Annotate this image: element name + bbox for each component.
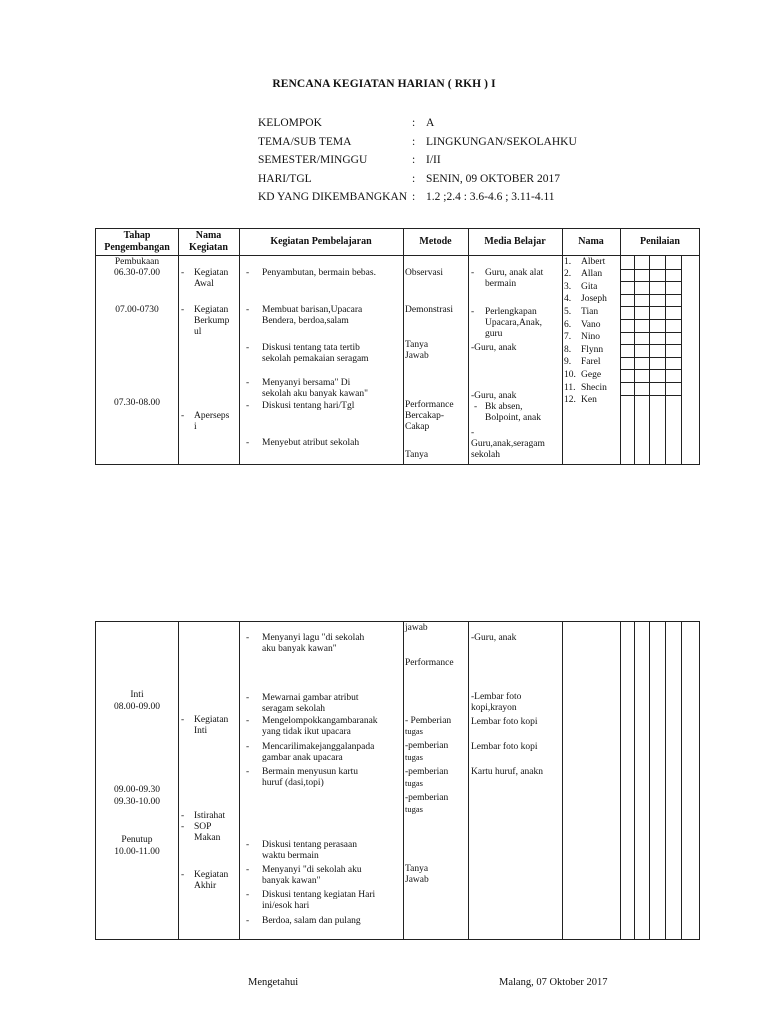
header-divider [96, 255, 699, 256]
bullet-dash: - [246, 378, 250, 388]
score-row-line [620, 306, 681, 307]
bullet-dash: - [246, 840, 250, 850]
bullet-dash: - [181, 268, 185, 278]
kegiatan-item [262, 890, 375, 912]
kegiatan-item [262, 633, 364, 655]
student-number: 6. [564, 319, 572, 330]
score-divider [681, 255, 682, 464]
bullet-dash: - [181, 411, 185, 421]
cell-line: aku banyak kawan" [262, 644, 337, 654]
header-metode: Metode [419, 236, 452, 247]
info-value: 1.2 ;2.4 : 3.6-4.6 ; 3.11-4.11 [426, 191, 555, 203]
bullet-dash: - [246, 693, 250, 703]
info-label: KELOMPOK [258, 117, 322, 129]
student-name: Albert [581, 256, 606, 267]
cell-line: Berkump [194, 316, 230, 326]
cell-line: Inti [194, 726, 208, 736]
header-text: Nama [195, 230, 222, 241]
column-divider [468, 229, 469, 464]
tahap-time: 06.30-07.00 [114, 268, 160, 278]
media-item: -Guru, anak [471, 343, 517, 353]
kegiatan-item: Menyebut atribut sekolah [262, 438, 360, 448]
tahap-time: 09.30-10.00 [114, 797, 160, 807]
cell-line: Diskusi tentang perasaan [262, 840, 357, 850]
student-number: 3. [564, 281, 572, 292]
student-name: Nino [581, 332, 600, 343]
bullet-dash: - [246, 716, 250, 726]
kegiatan-item [262, 693, 359, 715]
cell-line: Mewarnai gambar atribut [262, 693, 359, 703]
cell-line: Bolpoint, anak [485, 413, 541, 423]
cell-line: Membuat barisan,Upacara [262, 305, 363, 315]
tahap-time: 07.00-0730 [115, 305, 159, 315]
bullet-dash: - [471, 268, 475, 278]
media-item: Kartu huruf, anakn [471, 767, 544, 777]
column-divider [403, 229, 404, 464]
info-colon: : [412, 191, 416, 203]
bullet-dash: - [181, 822, 185, 832]
metode-text: - Pemberian [405, 716, 452, 726]
cell-line: Aperseps [194, 411, 230, 421]
kegiatan-item [262, 767, 358, 789]
info-colon: : [412, 117, 416, 129]
header-penilaian: Penilaian [639, 236, 680, 247]
cell-line: Menyanyi "di sekolah aku [262, 865, 362, 875]
student-name: Joseph [581, 294, 607, 305]
nama-kegiatan-item [194, 411, 229, 433]
footer-place-date: Malang, 07 Oktober 2017 [499, 977, 608, 988]
student-number: 12. [564, 395, 576, 406]
tahap-time: 10.00-11.00 [114, 847, 160, 857]
metode-text: Tanya [405, 340, 429, 350]
info-value: LINGKUNGAN/SEKOLAHKU [426, 136, 577, 148]
student-number: 9. [564, 357, 572, 368]
score-row-line [620, 332, 681, 333]
student-name: Flynn [581, 344, 604, 355]
header-tahap [96, 230, 178, 254]
bullet-dash: - [246, 268, 250, 278]
column-divider [562, 229, 563, 464]
cell-line: ini/esok hari [262, 901, 310, 911]
score-row-line [620, 319, 681, 320]
media-item: -Guru, anak [471, 633, 517, 643]
media-item [485, 268, 543, 290]
nama-kegiatan-item [194, 870, 228, 892]
student-name: Gita [581, 281, 598, 292]
media-item: -Lembar foto [471, 692, 522, 702]
tahap-text: Inti [130, 690, 144, 700]
cell-line: Kegiatan [194, 305, 229, 315]
bullet-dash: - [246, 633, 250, 643]
column-divider [620, 229, 621, 464]
cell-line: Diskusi tentang kegiatan Hari [262, 890, 376, 900]
metode-text: Cakap [405, 422, 430, 432]
score-row-line [620, 294, 681, 295]
kegiatan-item [262, 742, 374, 764]
student-name: Gege [581, 369, 602, 380]
score-row-line [620, 344, 681, 345]
kegiatan-item: Diskusi tentang hari/Tgl [262, 401, 355, 411]
cell-line: waktu bermain [262, 851, 319, 861]
media-item: Lembar foto kopi [471, 717, 538, 727]
cell-line: Awal [194, 279, 214, 289]
cell-line: ul [194, 327, 202, 337]
cell-line: bermain [485, 279, 517, 289]
info-value: SENIN, 09 OKTOBER 2017 [426, 173, 560, 185]
column-divider [239, 229, 240, 464]
column-divider [403, 622, 404, 939]
nama-kegiatan-item [194, 715, 228, 737]
cell-line: Diskusi tentang tata tertib [262, 343, 360, 353]
bullet-dash: - [246, 343, 250, 353]
cell-line: Menyanyi bersama" Di [262, 378, 351, 388]
student-name: Allan [581, 269, 603, 280]
bullet-dash: - [246, 305, 250, 315]
kegiatan-item [262, 343, 369, 365]
score-divider [681, 622, 682, 939]
bullet-dash: - [246, 401, 250, 411]
cell-line: gambar anak upacara [262, 753, 343, 763]
column-divider [620, 622, 621, 939]
cell-line: Bk absen, [485, 402, 523, 412]
cell-line: Mencarilimakejanggalanpada [262, 742, 375, 752]
cell-line: - [471, 428, 475, 438]
cell-line: i [194, 422, 197, 432]
document-title: RENCANA KEGIATAN HARIAN ( RKH ) I [272, 78, 496, 90]
cell-line: Mengelompokkangambaranak [262, 716, 378, 726]
bullet-dash: - [181, 811, 185, 821]
footer-mengetahui: Mengetahui [248, 977, 299, 988]
student-number: 8. [564, 344, 572, 355]
student-number: 7. [564, 332, 572, 343]
bullet-dash: - [246, 767, 250, 777]
cell-line: Upacara,Anak, [485, 318, 542, 328]
nama-kegiatan-item: Istirahat [194, 811, 226, 821]
metode-text: -pemberian [405, 741, 449, 751]
info-label: TEMA/SUB TEMA [258, 136, 352, 148]
cell-line: banyak kawan" [262, 876, 321, 886]
student-number: 11. [564, 382, 576, 393]
column-divider [468, 622, 469, 939]
cell-line: Perlengkapan [485, 307, 537, 317]
bullet-dash: - [181, 305, 185, 315]
info-label: KD YANG DIKEMBANGKAN [258, 191, 408, 203]
cell-line: Menyanyi lagu "di sekolah [262, 633, 365, 643]
cell-line: Akhir [194, 881, 217, 891]
student-number: 5. [564, 306, 572, 317]
nama-kegiatan-item [194, 305, 229, 338]
score-divider [649, 622, 650, 939]
score-divider [634, 255, 635, 464]
cell-line: sekolah aku banyak kawan" [262, 389, 368, 399]
student-number: 10. [564, 369, 576, 380]
header-text: Pengembangan [104, 242, 170, 253]
bullet-dash: - [181, 715, 185, 725]
score-row-line [620, 281, 681, 282]
cell-line: sekolah pemakaian seragam [262, 354, 369, 364]
bullet-dash: - [181, 870, 185, 880]
tahap-time: 07.30-08.00 [114, 398, 160, 408]
info-label: HARI/TGL [258, 173, 312, 185]
tahap-time: 08.00-09.00 [114, 702, 160, 712]
bullet-dash: - [246, 865, 250, 875]
metode-text: Performance [405, 400, 454, 410]
kegiatan-item: Berdoa, salam dan pulang [262, 916, 361, 926]
media-item: kopi,krayon [471, 703, 517, 713]
metode-text: tugas [405, 778, 423, 788]
metode-text: tugas [405, 752, 423, 762]
metode-text: Tanya [405, 864, 429, 874]
nama-kegiatan-item [194, 822, 220, 844]
info-colon: : [412, 136, 416, 148]
media-item [485, 307, 542, 340]
bullet-dash: - [246, 438, 250, 448]
metode-text: -pemberian [405, 793, 449, 803]
kegiatan-item [262, 716, 378, 738]
score-divider [649, 255, 650, 464]
header-nama: Nama [578, 236, 604, 247]
score-row-line [620, 269, 681, 270]
bullet-dash: - [246, 742, 250, 752]
cell-line: SOP [194, 822, 212, 832]
student-name: Tian [581, 306, 599, 317]
kegiatan-item [262, 378, 368, 400]
info-label: SEMESTER/MINGGU [258, 154, 368, 166]
media-item: Lembar foto kopi [471, 742, 538, 752]
cell-line: Guru, anak alat [485, 268, 544, 278]
score-row-line [620, 357, 681, 358]
student-name: Shecin [581, 382, 607, 393]
student-number: 2. [564, 269, 572, 280]
student-name: Vano [581, 319, 601, 330]
student-name: Farel [581, 357, 601, 368]
score-divider [665, 622, 666, 939]
kegiatan-item [262, 305, 362, 327]
metode-text: Bercakap- [405, 411, 445, 421]
cell-line: Makan [194, 833, 221, 843]
bullet-dash: - [471, 307, 475, 317]
metode-text: Performance [405, 658, 454, 668]
score-divider [665, 255, 666, 464]
media-item: -Guru, anak [471, 391, 517, 401]
score-row-line [620, 395, 681, 396]
info-value: A [426, 117, 435, 129]
bullet-dash: - [246, 890, 250, 900]
column-divider [239, 622, 240, 939]
nama-kegiatan-item [194, 268, 228, 290]
column-divider [562, 622, 563, 939]
header-text: Tahap [123, 230, 151, 241]
cell-line: Kegiatan [194, 715, 229, 725]
header-media: Media Belajar [484, 236, 546, 247]
cell-line: Kegiatan [194, 870, 229, 880]
metode-text: Jawab [405, 875, 429, 885]
score-row-line [620, 382, 681, 383]
cell-line: sekolah [471, 450, 501, 460]
media-item [471, 428, 545, 461]
activity-table-page2 [95, 621, 700, 940]
bullet-dash: - [474, 402, 478, 412]
info-colon: : [412, 173, 416, 185]
cell-line: Bendera, berdoa,salam [262, 316, 349, 326]
activity-table-page1 [95, 228, 700, 465]
bullet-dash: - [246, 916, 250, 926]
kegiatan-item: Penyambutan, bermain bebas. [262, 268, 376, 278]
tahap-time: 09.00-09.30 [114, 785, 160, 795]
cell-line: huruf (dasi,topi) [262, 778, 324, 788]
student-number: 1. [564, 256, 572, 267]
header-kegiatan-pembelajaran: Kegiatan Pembelajaran [270, 236, 372, 247]
column-divider [178, 229, 179, 464]
header-text: Kegiatan [189, 242, 228, 253]
column-divider [178, 622, 179, 939]
metode-text: tugas [405, 726, 423, 736]
metode-text: Demonstrasi [405, 305, 454, 315]
score-divider [634, 622, 635, 939]
student-name: Ken [581, 395, 597, 406]
metode-text: Tanya [405, 450, 429, 460]
cell-line: Guru,anak,seragam [471, 439, 545, 449]
metode-text: Jawab [405, 351, 429, 361]
cell-line: Bermain menyusun kartu [262, 767, 359, 777]
score-row-line [620, 369, 681, 370]
media-item [485, 402, 541, 424]
metode-text: -pemberian [405, 767, 449, 777]
cell-line: Kegiatan [194, 268, 229, 278]
info-colon: : [412, 154, 416, 166]
tahap-text: Pembukaan [114, 257, 160, 267]
metode-text: Observasi [405, 268, 443, 278]
student-number: 4. [564, 294, 572, 305]
cell-line: seragam sekolah [262, 704, 326, 714]
metode-text: tugas [405, 804, 423, 814]
kegiatan-item [262, 865, 362, 887]
cell-line: guru [485, 329, 503, 339]
header-nama-kegiatan [178, 230, 239, 254]
cell-line: yang tidak ikut upacara [262, 727, 351, 737]
tahap-text: Penutup [121, 835, 153, 845]
metode-text: jawab [405, 623, 428, 633]
kegiatan-item [262, 840, 357, 862]
info-value: I/II [426, 154, 441, 166]
